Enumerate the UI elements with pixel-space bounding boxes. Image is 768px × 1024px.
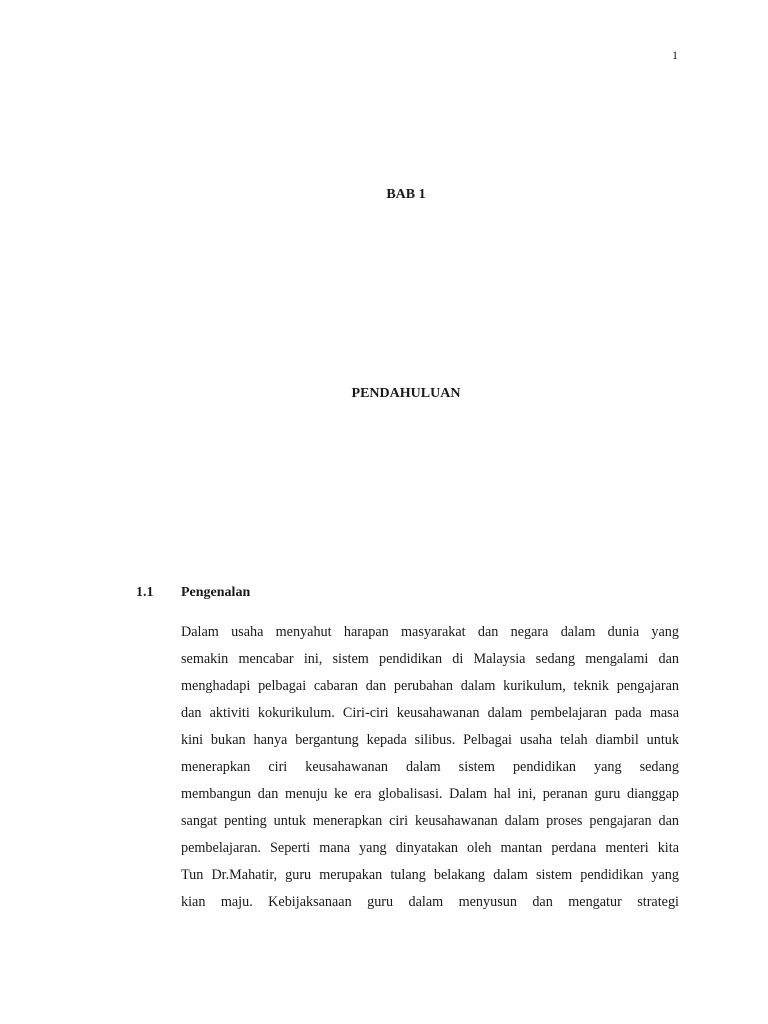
section-title: Pengenalan [181,585,251,600]
paragraph-line: menghadapi pelbagai cabaran dan perubahan dalam kurikulum, teknik pengajaran [181,678,679,694]
paragraph-line: kini bukan hanya bergantung kepada silibus. Pelbagai usaha telah diambil untuk [181,732,679,748]
paragraph-line: Tun Dr.Mahatir, guru merupakan tulang belakang dalam sistem pendidikan yang [181,867,679,883]
section-heading [136,584,250,602]
paragraph-line: kian maju. Kebijaksanaan guru dalam menyusun dan mengatur strategi [181,894,679,910]
paragraph-line: Dalam usaha menyahut harapan masyarakat dan negara dalam dunia yang [181,624,679,640]
paragraph-line: menerapkan ciri keusahawanan dalam sistem pendidikan yang sedang [181,759,679,775]
paragraph-line: dan aktiviti kokurikulum. Ciri-ciri keusahawanan dalam pembelajaran pada masa [181,705,679,721]
chapter-label: BAB 1 [386,187,426,202]
page-number: 1 [672,48,678,62]
paragraph-line: semakin mencabar ini, sistem pendidikan di Malaysia sedang mengalami dan [181,651,679,667]
section-number: 1.1 [136,585,154,600]
paragraph-line: sangat penting untuk menerapkan ciri keusahawanan dalam proses pengajaran dan [181,813,679,829]
paragraph-line: membangun dan menuju ke era globalisasi. Dalam hal ini, peranan guru dianggap [181,786,679,802]
chapter-title: PENDAHULUAN [351,386,461,401]
body-paragraph [181,619,679,916]
paragraph-line: pembelajaran. Seperti mana yang dinyatakan oleh mantan perdana menteri kita [181,840,679,856]
